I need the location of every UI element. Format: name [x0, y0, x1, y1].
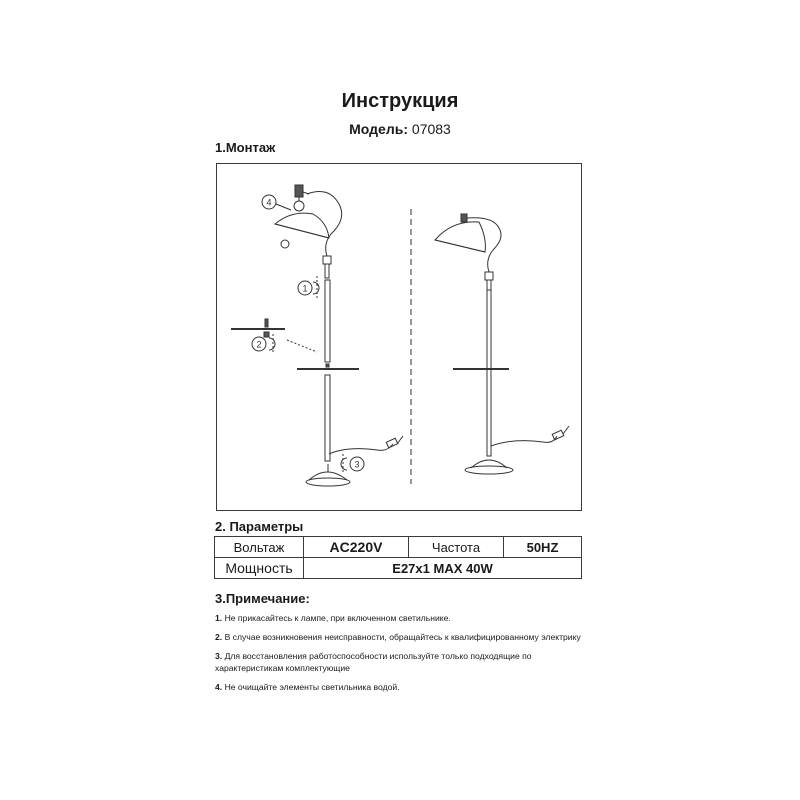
- frequency-label: Частота: [409, 537, 504, 558]
- cord-switch-assembled: [552, 430, 564, 440]
- callout-3: 3: [354, 459, 360, 470]
- shade-rim-assembled: [435, 240, 485, 252]
- arm-joint: [303, 192, 309, 194]
- voltage-label: Вольтаж: [215, 537, 304, 558]
- voltage-value: AC220V: [304, 537, 409, 558]
- section-notes-heading: 3.Примечание:: [215, 591, 310, 606]
- tray-screw: [265, 319, 268, 327]
- note-number: 3.: [215, 651, 223, 661]
- note-number: 1.: [215, 613, 223, 623]
- upper-tube: [325, 280, 330, 362]
- page-title: Инструкция: [341, 90, 459, 112]
- cord-switch: [386, 438, 398, 448]
- callout-4: 4: [266, 197, 272, 208]
- neck-nut-assembled: [485, 272, 493, 280]
- rotate-arrow-3: [341, 458, 347, 470]
- neck-nut: [323, 256, 331, 264]
- tray-nut: [264, 332, 269, 337]
- model-value: 07083: [411, 121, 451, 137]
- rotate-arrow-2: [269, 338, 275, 350]
- section-mounting-heading: 1.Монтаж: [215, 140, 276, 155]
- pole-assembled: [487, 290, 491, 456]
- neck-connector-assembled: [487, 280, 491, 290]
- note-number: 2.: [215, 632, 223, 642]
- callout-4-leader: [276, 204, 291, 210]
- model-line: [0, 121, 800, 137]
- assembly-diagram: [216, 163, 582, 511]
- tray-fix: [326, 364, 329, 367]
- note-text: В случае возникновения неисправности, обращайтесь к квалифицированному электрику: [224, 632, 581, 642]
- rotate-arrow-1: [313, 282, 319, 294]
- table-row: [215, 558, 582, 579]
- lower-tube: [325, 375, 330, 461]
- notes-list: [215, 612, 595, 700]
- note-text: Не очищайте элементы светильника водой.: [224, 682, 400, 692]
- spare-bulb-icon: [281, 240, 289, 248]
- note-text: Не прикасайтесь к лампе, при включенном светильнике.: [224, 613, 451, 623]
- lamp-arm-assembled: [467, 218, 501, 272]
- neck-connector: [325, 264, 329, 278]
- frequency-value: 50HZ: [504, 537, 582, 558]
- base-plate-exploded: [306, 478, 350, 486]
- lamp-shade-exploded: [275, 213, 329, 238]
- plug-assembled: [563, 426, 569, 434]
- assembly-drawing: [217, 164, 583, 512]
- power-cord-exploded: [329, 444, 393, 454]
- base-plate-assembled: [465, 466, 513, 474]
- note-number: 4.: [215, 682, 223, 692]
- callout-2: 2: [256, 339, 262, 350]
- bulb-icon: [294, 201, 304, 211]
- tray-leader: [287, 340, 317, 352]
- list-item: [215, 631, 595, 643]
- shade-socket: [461, 214, 467, 222]
- plug-end: [397, 436, 403, 444]
- model-label: Модель:: [349, 121, 409, 137]
- table-row: [215, 537, 582, 558]
- list-item: [215, 681, 595, 693]
- section-parameters-heading: 2. Параметры: [215, 519, 304, 534]
- power-value: E27x1 MAX 40W: [304, 558, 582, 579]
- note-text: Для восстановления работоспособности используйте только подходящие по характеристикам комплектующие: [215, 651, 532, 673]
- list-item: [215, 612, 595, 624]
- lamp-shade-assembled: [435, 222, 485, 252]
- socket-icon: [295, 185, 303, 197]
- shade-rim: [275, 224, 329, 238]
- callout-1: 1: [302, 283, 308, 294]
- parameters-table: [214, 536, 582, 579]
- list-item: [215, 650, 595, 674]
- power-label: Мощность: [215, 558, 304, 579]
- power-cord-assembled: [491, 436, 557, 446]
